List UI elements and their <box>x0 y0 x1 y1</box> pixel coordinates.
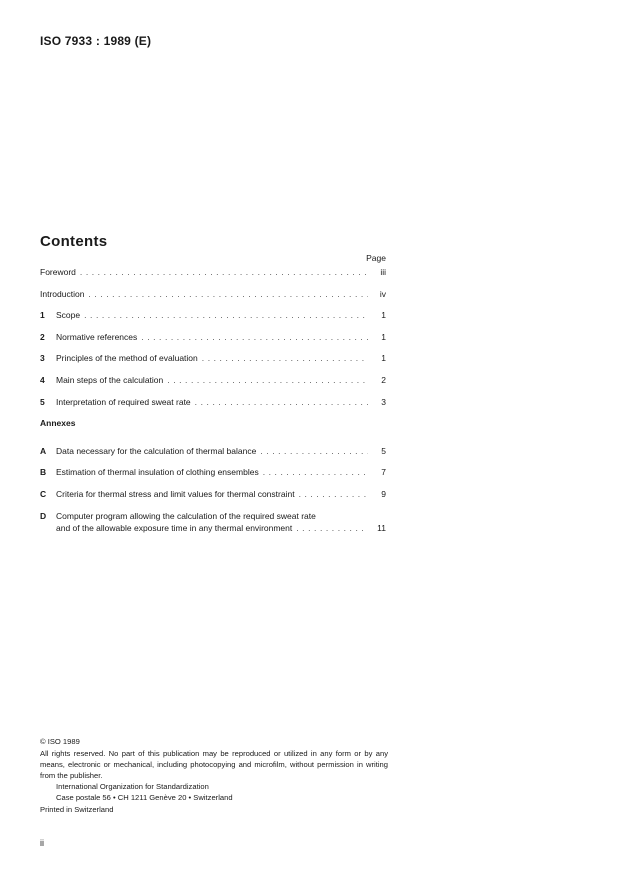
annex-entry[interactable] <box>40 489 386 501</box>
annex-page: 5 <box>381 446 386 456</box>
annex-entry[interactable] <box>40 446 386 458</box>
annex-letter: C <box>40 489 47 499</box>
annex-page: 7 <box>381 467 386 477</box>
toc-entry-text: Scope <box>56 310 81 320</box>
organization-address: Case postale 56 • CH 1211 Genève 20 • Switzerland <box>56 793 233 802</box>
page-title: Contents <box>40 233 108 250</box>
toc-entry[interactable] <box>40 267 386 279</box>
printed-in: Printed in Switzerland <box>40 805 114 814</box>
toc-entry[interactable] <box>40 289 386 301</box>
leader-dots <box>88 289 368 299</box>
annex-text: Data necessary for the calculation of thermal balance <box>56 446 257 456</box>
annex-letter: B <box>40 467 47 477</box>
toc-entry-text: Interpretation of required sweat rate <box>56 397 191 407</box>
leader-dots <box>195 397 368 407</box>
toc-entry-page: 2 <box>381 375 386 385</box>
toc-entry-page: iii <box>380 267 386 277</box>
leader-dots <box>84 310 368 320</box>
copyright-line: © ISO 1989 <box>40 737 80 746</box>
toc-entry-page: iv <box>379 289 386 299</box>
toc-entry-text: Foreword <box>40 267 76 277</box>
leader-dots <box>263 467 368 477</box>
leader-dots <box>202 353 368 363</box>
toc-entry[interactable] <box>40 353 386 365</box>
toc-entry-page: 1 <box>381 332 386 342</box>
annex-text: Computer program allowing the calculation of the required sweat rate <box>56 511 316 521</box>
toc-entry-text: Normative references <box>56 332 138 342</box>
toc-entry-number: 3 <box>40 353 45 363</box>
annex-entry-continued[interactable] <box>56 523 386 535</box>
leader-dots <box>80 267 368 277</box>
toc-entry-number: 1 <box>40 310 45 320</box>
toc-entry[interactable] <box>40 397 386 409</box>
leader-dots <box>260 446 368 456</box>
leader-dots <box>141 332 368 342</box>
leader-dots <box>296 523 368 533</box>
annex-entry[interactable] <box>40 511 386 523</box>
annex-text: Estimation of thermal insulation of clothing ensembles <box>56 467 259 477</box>
rights-notice: All rights reserved. No part of this publication may be reproduced or utilized in any form or by any means, electronic or mechanical, including photocopying and microfilm, without permission in writing from the publisher. <box>40 749 388 780</box>
toc-entry-number: 2 <box>40 332 45 342</box>
toc-entry[interactable] <box>40 310 386 322</box>
toc-entry[interactable] <box>40 332 386 344</box>
annex-text: and of the allowable exposure time in any thermal environment <box>56 523 293 533</box>
toc-entry-page: 1 <box>381 353 386 363</box>
document-header: ISO 7933 : 1989 (E) <box>40 34 152 48</box>
organization-name: International Organization for Standardization <box>56 782 209 791</box>
leader-dots <box>167 375 368 385</box>
annex-text: Criteria for thermal stress and limit values for thermal constraint <box>56 489 295 499</box>
toc-entry-page: 1 <box>381 310 386 320</box>
annex-letter: A <box>40 446 47 456</box>
annex-page: 11 <box>377 523 386 533</box>
toc-entry-text: Principles of the method of evaluation <box>56 353 198 363</box>
page-number: ii <box>40 838 44 848</box>
toc-entry-text: Main steps of the calculation <box>56 375 164 385</box>
leader-dots <box>299 489 368 499</box>
annex-page: 9 <box>381 489 386 499</box>
toc-entry-text: Introduction <box>40 289 85 299</box>
annex-letter: D <box>40 511 47 521</box>
toc-entry-number: 5 <box>40 397 45 407</box>
toc-entry-number: 4 <box>40 375 45 385</box>
annexes-heading: Annexes <box>40 418 76 428</box>
toc-entry[interactable] <box>40 375 386 387</box>
toc-entry-page: 3 <box>381 397 386 407</box>
annex-entry[interactable] <box>40 467 386 479</box>
page-column-label: Page <box>366 253 386 263</box>
